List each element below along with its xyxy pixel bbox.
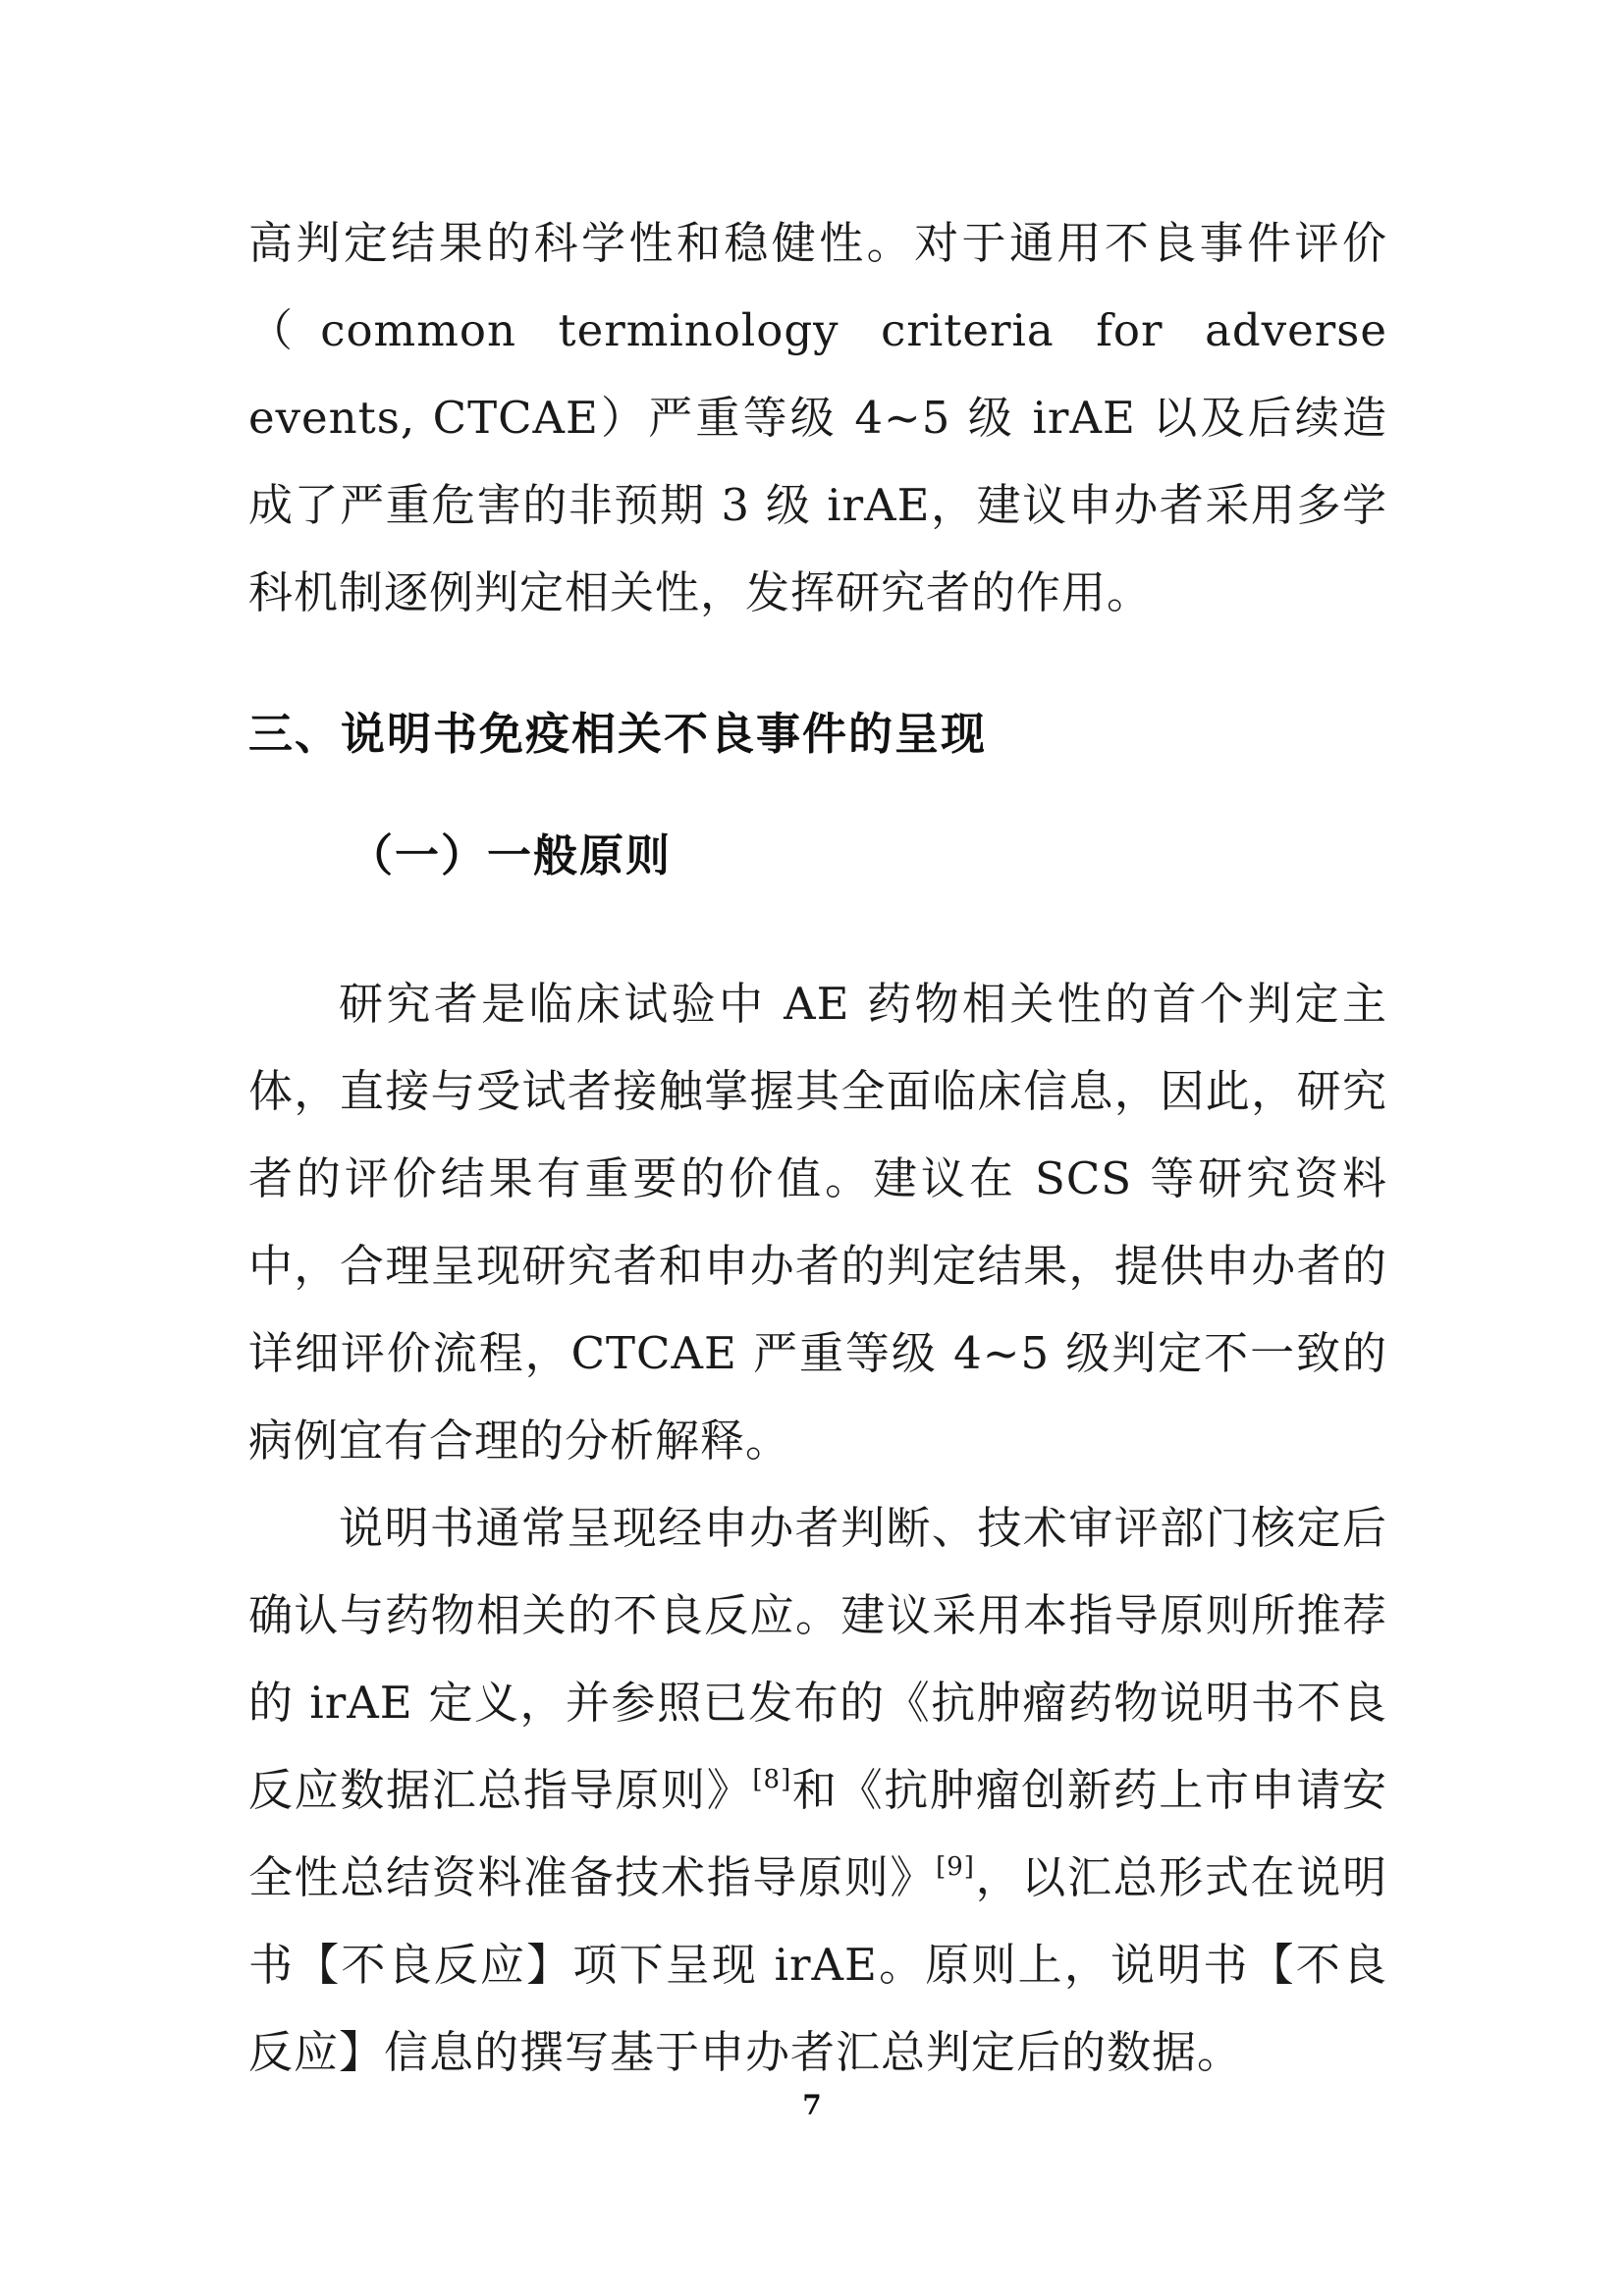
page-number: 7: [802, 2089, 822, 2121]
reference-citation-9: [9]: [936, 1852, 975, 1882]
paragraph-investigator-role: 研究者是临床试验中 AE 药物相关性的首个判定主体，直接与受试者接触掌握其全面临床信息，因此，研究者的评价结果有重要的价值。建议在 SCS 等研究资料中，合理呈现研究者和申办者的判定结果，提供申办者的详细评价流程，CTCAE 严重等级 4~5 级判定不一致的病例宜有合理的分析解释。: [248, 978, 1387, 1467]
paragraph-text-part-3: ，以汇总形式在说明书【不良反应】项下呈现 irAE。原则上，说明书【不良反应】信息的撰写基于申办者汇总判定后的数据。: [248, 1851, 1387, 2078]
section-heading: 三、说明书免疫相关不良事件的呈现: [248, 708, 988, 760]
paragraph-label-presentation: [248, 1484, 1387, 2096]
paragraph-continued: 高判定结果的科学性和稳健性。对于通用不良事件评价（common terminology criteria for adverse events, CTCAE）严重等级 4~5 级 irAE 以及后续造成了严重危害的非预期 3 级 irAE，建议申办者采用多学科机制逐例判定相关性，发挥研究者的作用。: [248, 217, 1387, 618]
reference-citation-8: [8]: [752, 1765, 792, 1794]
subsection-heading: （一）一般原则: [349, 829, 673, 881]
paragraph-text-part-1: 说明书通常呈现经申办者判断、技术审评部门核定后确认与药物相关的不良反应。建议采用本指导原则所推荐的 irAE 定义，并参照已发布的《抗肿瘤药物说明书不良反应数据汇总指导原则》: [248, 1502, 1387, 1816]
paragraph-text-part-2: 和《抗肿瘤创新药上市申请安全性总结资料准备技术指导原则》: [248, 1764, 1387, 1903]
